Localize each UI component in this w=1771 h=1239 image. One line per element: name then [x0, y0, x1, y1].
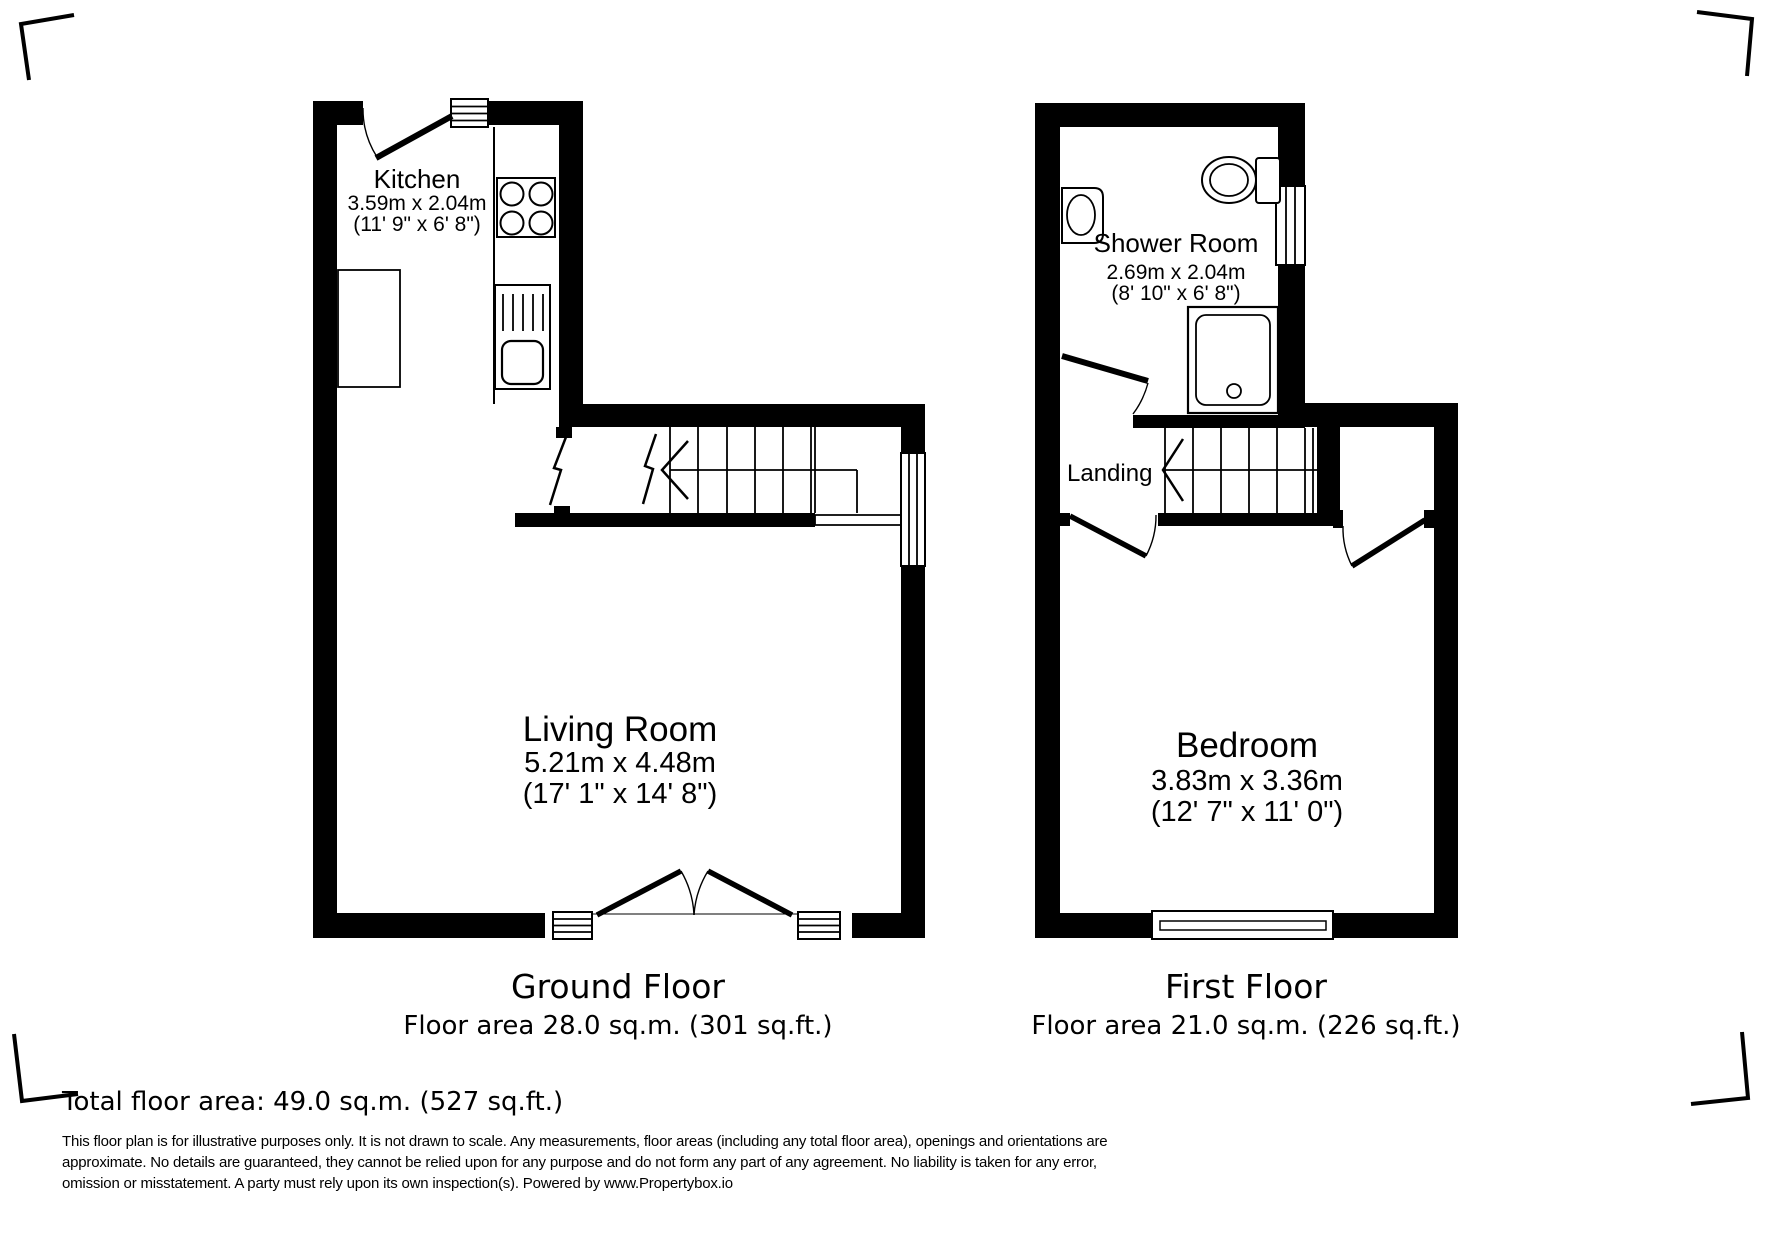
- jamb-bedroom-door-right: [1424, 510, 1434, 528]
- landing-door-icon: [1070, 515, 1156, 556]
- wall-top-a: [313, 101, 363, 125]
- kitchen-dims-imperial: (11' 9" x 6' 8"): [353, 213, 481, 236]
- corner-mark-bottom-right: [1691, 1032, 1748, 1104]
- shower-room-label: Shower Room: [1093, 228, 1259, 258]
- wall-kitchen-right: [559, 125, 583, 427]
- kitchen-dims-metric: 3.59m x 2.04m: [347, 192, 487, 215]
- kitchen-sink-icon: [495, 285, 550, 389]
- ground-floor-title: Ground Floor: [511, 967, 725, 1006]
- wall-stair-bottom: [1158, 513, 1333, 526]
- stairs-ground: [550, 427, 901, 525]
- landing-label: Landing: [1067, 460, 1153, 487]
- corner-mark-top-left: [21, 15, 74, 80]
- floor-captions: [403, 967, 1460, 1041]
- bedroom-label: Bedroom: [1175, 726, 1319, 765]
- wall-bottom-right: [1333, 913, 1458, 938]
- shower-room-dims-metric: 2.69m x 2.04m: [1106, 261, 1246, 284]
- bedroom-dims-imperial: (12' 7" x 11' 0"): [1150, 796, 1344, 828]
- living-room-dims-imperial: (17' 1" x 14' 8"): [522, 778, 718, 810]
- stairs-first: [1163, 428, 1317, 513]
- kitchen-counter-unit: [338, 270, 400, 387]
- living-room-label: Living Room: [522, 710, 718, 749]
- wall-bottom-right: [852, 913, 924, 938]
- jamb-kitchen-opening-bottom: [554, 506, 570, 518]
- jamb-landing-door: [1055, 513, 1070, 526]
- kitchen-door-icon: [363, 108, 452, 158]
- disclaimer-line-1: This floor plan is for illustrative purposes only. It is not drawn to scale. Any measurements, floor areas (including any total floor area), openings and orientations are: [62, 1133, 1108, 1150]
- wall-bedroom-top: [1303, 403, 1458, 427]
- corner-mark-top-right: [1697, 12, 1752, 76]
- wall-stair-right: [1317, 427, 1340, 513]
- window-icon-living-bottom-right: [798, 912, 840, 939]
- window-icon-kitchen-top: [451, 99, 488, 127]
- kitchen-opening-break-line: [550, 437, 566, 505]
- first-floor-title: First Floor: [1164, 967, 1328, 1006]
- first-floor-area: Floor area 21.0 sq.m. (226 sq.ft.): [1031, 1011, 1461, 1041]
- bedroom-door-icon: [1343, 520, 1425, 566]
- wall-shower-right-upper: [1278, 127, 1305, 186]
- wall-shower-bottom: [1133, 415, 1305, 428]
- window-icon-living-right: [901, 453, 925, 566]
- shower-door-icon: [1062, 356, 1148, 414]
- corner-marks: [14, 12, 1752, 1104]
- footer: [61, 1087, 1107, 1192]
- wall-top: [1035, 103, 1305, 127]
- bedroom-dims-metric: 3.83m x 3.36m: [1151, 765, 1343, 797]
- ground-floor-labels: [348, 164, 718, 810]
- ground-floor-plan: [313, 99, 925, 939]
- toilet-icon: [1202, 157, 1280, 203]
- total-floor-area: Total floor area: 49.0 sq.m. (527 sq.ft.): [62, 1087, 564, 1117]
- stair-break-line: [643, 434, 656, 504]
- wall-stair-top: [583, 404, 925, 427]
- wall-right-lower: [901, 566, 925, 938]
- window-icon-bedroom-bottom: [1152, 911, 1333, 939]
- window-icon-living-bottom-left: [553, 912, 592, 939]
- living-room-dims-metric: 5.21m x 4.48m: [524, 747, 716, 779]
- kitchen-label: Kitchen: [373, 164, 461, 194]
- shower-room-dims-imperial: (8' 10" x 6' 8"): [1111, 282, 1241, 305]
- hob-icon: [497, 178, 555, 237]
- french-doors-icon: [592, 871, 797, 915]
- disclaimer-line-3: omission or misstatement. A party must rely upon its own inspection(s). Powered by www.Propertybox.io: [62, 1175, 733, 1192]
- wall-right: [1434, 427, 1458, 938]
- wall-left: [313, 101, 337, 938]
- wall-bottom-left: [313, 913, 545, 938]
- first-floor-plan: [1035, 103, 1458, 939]
- shower-tray-icon: [1188, 307, 1278, 413]
- wall-shower-right-lower: [1278, 265, 1305, 427]
- ground-floor-area: Floor area 28.0 sq.m. (301 sq.ft.): [403, 1011, 833, 1041]
- wall-bottom-left: [1035, 913, 1152, 938]
- wall-top-b: [488, 101, 583, 125]
- disclaimer-line-2: approximate. No details are guaranteed, they cannot be relied upon for any purpose and do not form any part of any agreement. No liability is taken for any error,: [62, 1154, 1097, 1171]
- jamb-kitchen-opening-top: [556, 427, 572, 438]
